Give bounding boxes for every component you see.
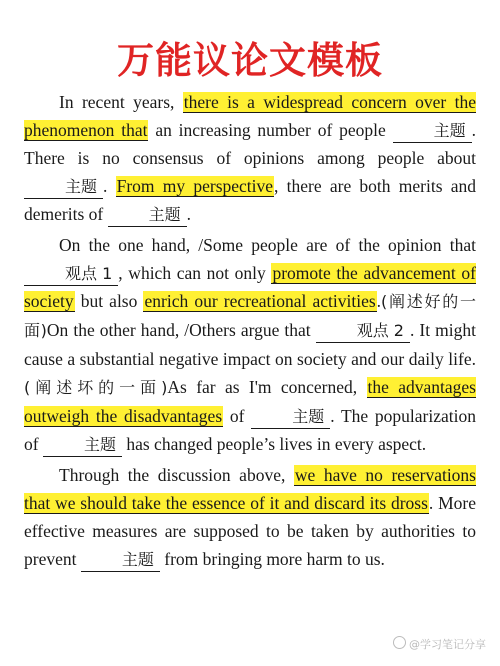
text: an increasing number of people [148, 120, 393, 140]
viewpoint-blank: 观点 2 [316, 320, 410, 343]
text: of [223, 406, 252, 426]
watermark [393, 636, 486, 652]
highlight-phrase: From my perspective [116, 176, 274, 196]
text: but also [74, 291, 144, 311]
text: . The popularization of [24, 406, 477, 454]
highlight-phrase: we have no reservations that we should take the essence of it and discard its dross [24, 465, 476, 513]
topic-blank: 主题 [24, 176, 103, 199]
text: . [376, 291, 382, 311]
text: . More effective measures are supposed to be taken by authorities to prevent [24, 493, 477, 569]
page-title: 万能议论文模板 [117, 39, 383, 82]
text: . [186, 204, 191, 224]
topic-blank: 主题 [393, 120, 472, 143]
highlight-phrase: the advantages outweigh the disadvantages [24, 377, 476, 426]
highlight-phrase: enrich our recreational activities [144, 291, 376, 311]
text: , there are both merits and demerits of [24, 176, 477, 224]
highlight-phrase: there is a widespread concern over the phenomenon that [24, 92, 476, 140]
text: . It might cause a substantial negative impact on society and our daily life. [24, 320, 477, 369]
highlight-phrase: promote the advancement of society [24, 263, 476, 311]
topic-blank: 主题 [81, 549, 160, 572]
text: . [103, 176, 116, 196]
note-good-side: (阐述好的一面) [24, 292, 476, 340]
topic-blank: 主题 [43, 434, 122, 457]
text: On the other hand, /Others argue that [46, 320, 316, 340]
text: , which can not only [118, 263, 272, 283]
topic-blank: 主题 [251, 406, 330, 429]
paragraph-conclusion [24, 461, 476, 573]
text: has changed people’s lives in every aspect. [121, 434, 427, 454]
topic-blank: 主题 [108, 204, 187, 227]
text: As far as I'm concerned, [167, 377, 367, 397]
text: . There is no consensus of opinions among people about [24, 120, 476, 168]
text: In recent years, [59, 92, 183, 112]
viewpoint-blank: 观点 1 [24, 263, 118, 286]
watermark-text: @学习笔记分享 [409, 638, 486, 651]
text: from bringing more harm to us. [159, 549, 385, 569]
paragraph-body [24, 231, 476, 458]
text: Through the discussion above, [59, 465, 294, 485]
note-bad-side: (阐述坏的一面) [24, 378, 168, 397]
essay-template [24, 88, 476, 576]
text: On the one hand, /Some people are of the opinion that [59, 235, 476, 255]
paragraph-intro [24, 88, 476, 228]
camera-icon [393, 636, 406, 649]
